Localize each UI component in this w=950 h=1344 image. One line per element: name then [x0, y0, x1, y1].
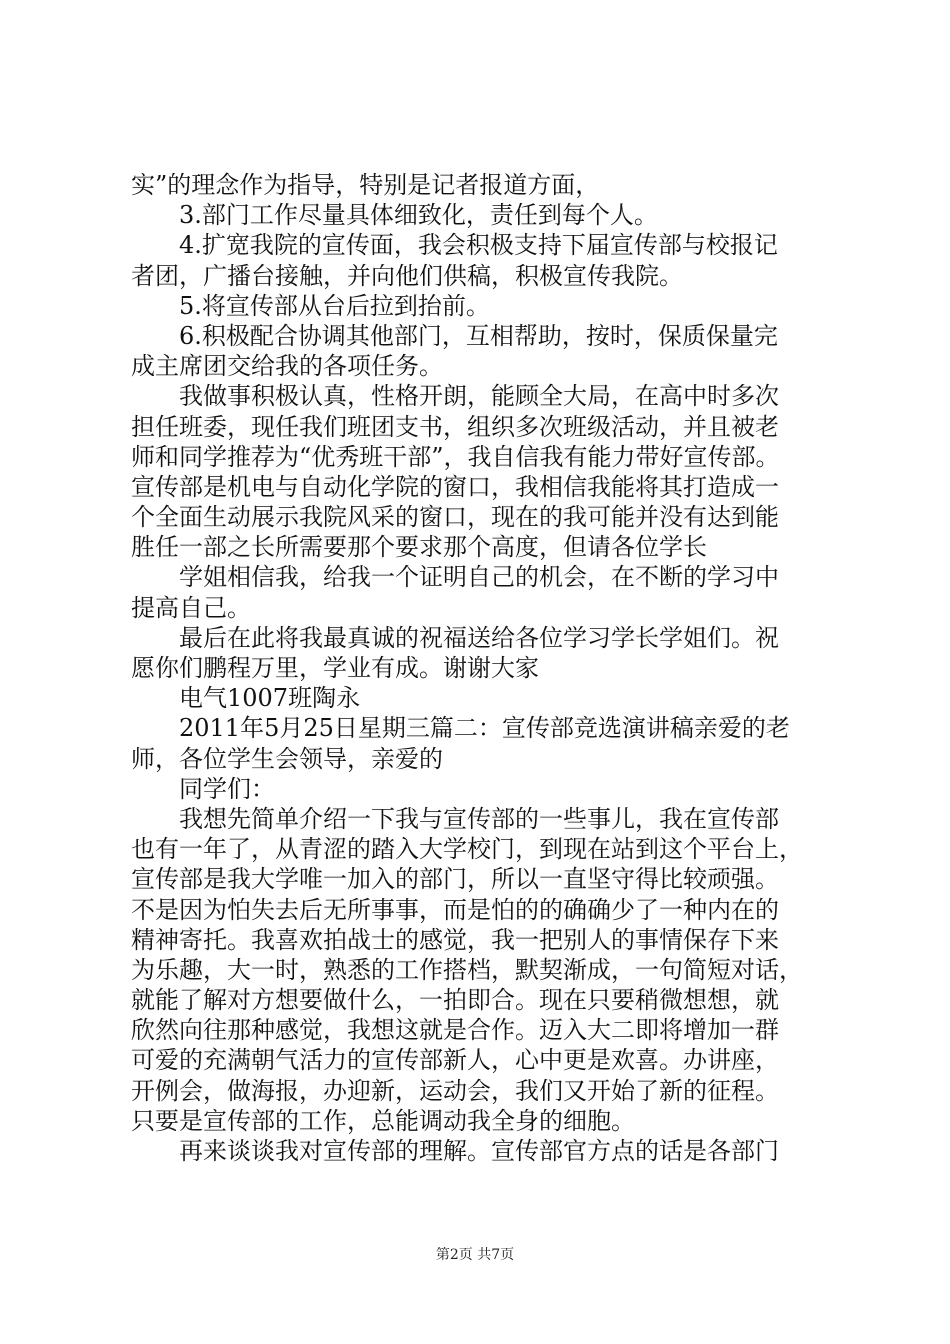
- text-line: 也有一年了，从青涩的踏入大学校门，到现在站到这个平台上，: [131, 835, 803, 864]
- text-line: 同学们：: [179, 774, 275, 803]
- text-line: 我想先简单介绍一下我与宣传部的一些事儿，我在宣传部: [179, 804, 779, 833]
- text-line: 不是因为怕失去后无所事事，而是怕的的确确少了一种内在的: [131, 895, 779, 924]
- text-line: 2011年5月25日星期三篇二：宣传部竞选演讲稿亲爱的老: [179, 714, 790, 743]
- text-line: 最后在此将我最真诚的祝福送给各位学习学长学姐们。祝: [179, 623, 779, 652]
- text-line: 愿你们鹏程万里，学业有成。谢谢大家: [131, 654, 539, 682]
- text-line: 欣然向往那种感觉，我想这就是合作。迈入大二即将增加一群: [131, 1016, 779, 1045]
- text-line: 4.扩宽我院的宣传面，我会积极支持下届宣传部与校报记: [179, 231, 778, 260]
- text-line: 者团，广播台接触，并向他们供稿，积极宣传我院。: [131, 261, 683, 290]
- text-line: 再来谈谈我对宣传部的理解。宣传部官方点的话是各部门: [179, 1137, 779, 1165]
- text-line: 可爱的充满朝气活力的宣传部新人，心中更是欢喜。办讲座，: [131, 1046, 779, 1075]
- text-line: 胜任一部之长所需要那个要求那个高度，但请各位学长: [131, 533, 707, 562]
- text-line: 为乐趣，大一时，熟悉的工作搭档，默契渐成，一句简短对话，: [131, 955, 803, 984]
- text-line: 提高自己。: [131, 593, 251, 622]
- text-line: 学姐相信我，给我一个证明自己的机会，在不断的学习中: [179, 563, 779, 592]
- text-line: 只要是宣传部的工作，总能调动我全身的细胞。: [131, 1106, 635, 1135]
- text-line: 担任班委，现任我们班团支书，组织多次班级活动，并且被老: [131, 412, 779, 441]
- text-line: 就能了解对方想要做什么，一拍即合。现在只要稍微想想，就: [131, 986, 779, 1015]
- text-line: 宣传部是我大学唯一加入的部门，所以一直坚守得比较顽强。: [131, 865, 779, 894]
- text-line: 个全面生动展示我院风采的窗口，现在的我可能并没有达到能: [131, 503, 779, 532]
- text-line: 师和同学推荐为“优秀班干部”，我自信我有能力带好宣传部。: [131, 442, 780, 471]
- document-body: [131, 170, 831, 1166]
- text-line: 开例会，做海报，办迎新，运动会，我们又开始了新的征程。: [131, 1076, 779, 1105]
- text-line: 3.部门工作尽量具体细致化，责任到每个人。: [179, 201, 658, 230]
- page-footer: 第2页 共7页: [435, 1247, 515, 1263]
- text-line: 6.积极配合协调其他部门，互相帮助，按时，保质保量完: [179, 321, 778, 350]
- text-line: 宣传部是机电与自动化学院的窗口，我相信我能将其打造成一: [131, 472, 779, 501]
- text-line: 师，各位学生会领导，亲爱的: [131, 744, 443, 773]
- text-line: 实”的理念作为指导，特别是记者报道方面，: [131, 171, 600, 199]
- text-line: 5.将宣传部从台后拉到抬前。: [179, 291, 490, 320]
- text-line: 电气1007班陶永: [179, 684, 361, 713]
- text-line: 精神寄托。我喜欢拍战士的感觉，我一把别人的事情保存下来: [131, 925, 779, 954]
- text-line: 成主席团交给我的各项任务。: [131, 352, 443, 381]
- text-line: 我做事积极认真，性格开朗，能顾全大局，在高中时多次: [179, 382, 779, 411]
